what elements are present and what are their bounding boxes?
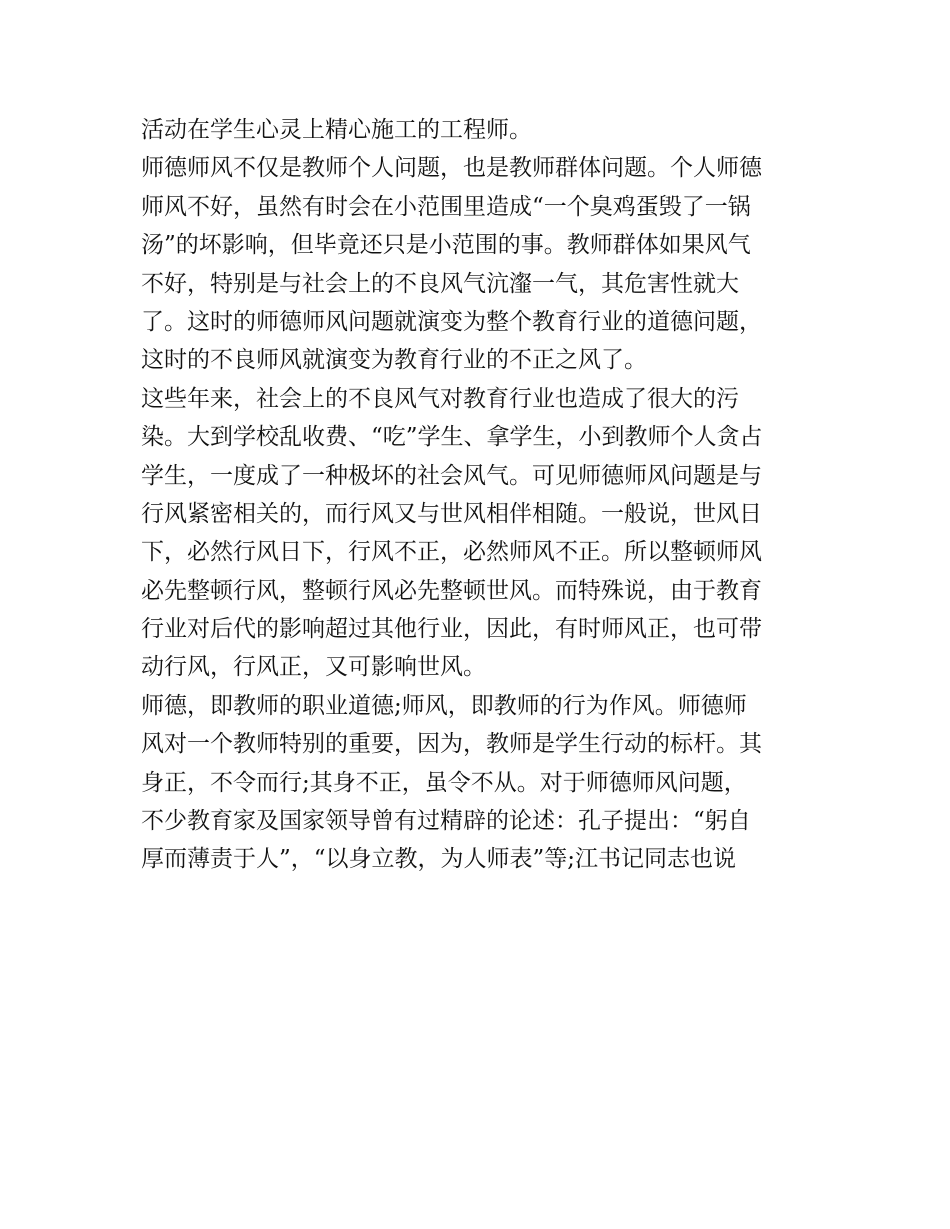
text-line: 必先整顿行风，整顿行风必先整顿世风。而特殊说，由于教育 (141, 577, 762, 604)
text-line: 了。这时的师德师风问题就演变为整个教育行业的道德问题， (141, 308, 762, 335)
text-line: 汤”的坏影响，但毕竟还只是小范围的事。教师群体如果风气 (141, 232, 751, 259)
text-line: 这些年来，社会上的不良风气对教育行业也造成了很大的污 (141, 385, 739, 412)
text-line: 风对一个教师特别的重要，因为，教师是学生行动的标杆。其 (141, 731, 762, 758)
text-line: 动行风，行风正，又可影响世风。 (141, 654, 486, 681)
text-line: 不少教育家及国家领导曾有过精辟的论述：孔子提出：“躬自 (141, 808, 751, 835)
text-line: 师德师风不仅是教师个人问题，也是教师群体问题。个人师德 (141, 155, 762, 182)
text-line: 学生，一度成了一种极坏的社会风气。可见师德师风问题是与 (141, 462, 762, 489)
text-line: 师德，即教师的职业道德;师风，即教师的行为作风。师德师 (141, 692, 747, 719)
text-line: 厚而薄责于人”，“以身立教，为人师表”等;江书记同志也说 (141, 846, 737, 873)
text-line: 身正，不令而行;其身不正，虽令不从。对于师德师风问题， (141, 769, 747, 796)
text-line: 师风不好，虽然有时会在小范围里造成“一个臭鸡蛋毁了一锅 (141, 193, 751, 220)
text-line: 行业对后代的影响超过其他行业，因此，有时师风正，也可带 (141, 616, 762, 643)
text-line: 下，必然行风日下，行风不正，必然师风不正。所以整顿师风 (141, 539, 762, 566)
body-text (141, 111, 821, 879)
text-line: 这时的不良师风就演变为教育行业的不正之风了。 (141, 347, 647, 374)
text-line: 染。大到学校乱收费、“吃”学生、拿学生，小到教师个人贪占 (141, 424, 763, 451)
text-line: 行风紧密相关的，而行风又与世风相伴相随。一般说，世风日 (141, 500, 762, 527)
text-line: 活动在学生心灵上精心施工的工程师。 (141, 117, 532, 143)
text-line: 不好，特别是与社会上的不良风气沆瀣一气，其危害性就大 (141, 270, 739, 297)
